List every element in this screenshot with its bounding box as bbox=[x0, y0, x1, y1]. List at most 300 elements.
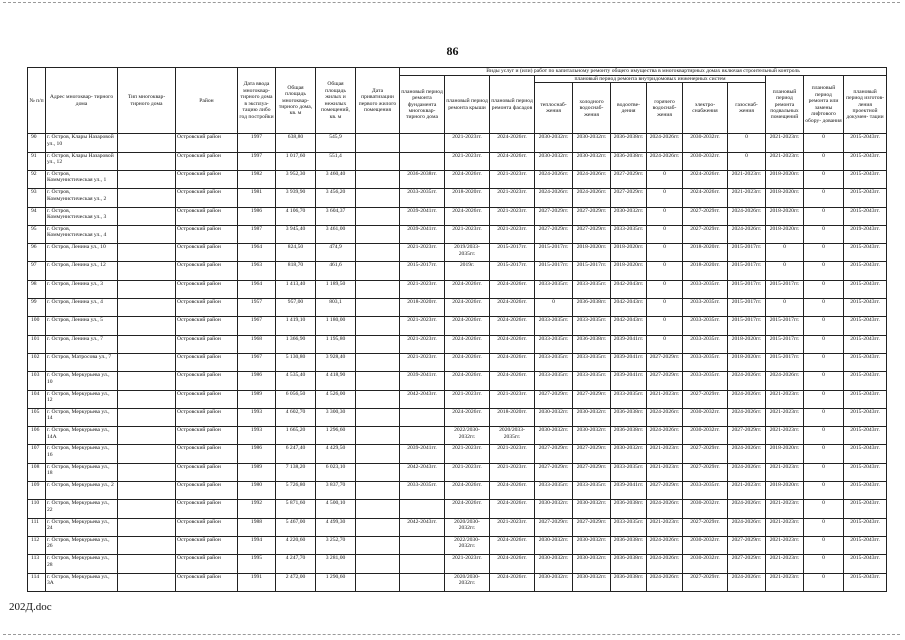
cell-hot-water: 2021-2023гг. bbox=[647, 518, 683, 536]
header-privatization: Дата приватизации первого жилого помещения bbox=[356, 68, 400, 134]
cell-basement: 0 bbox=[766, 299, 804, 317]
cell-total-area: 1 419,10 bbox=[276, 317, 316, 335]
cell-electric: 2033-2035гг. bbox=[683, 299, 728, 317]
cell-facade: 2020/2033-2035гг. bbox=[490, 427, 535, 445]
cell-basement: 0 bbox=[766, 244, 804, 262]
cell-hot-water: 2024-2026гг. bbox=[647, 573, 683, 591]
cell-privatization bbox=[356, 299, 400, 317]
cell-elevator: 0 bbox=[804, 152, 844, 170]
cell-sewer: 2036-2038гг. bbox=[611, 573, 647, 591]
cell-elevator: 0 bbox=[804, 408, 844, 426]
cell-type bbox=[118, 518, 176, 536]
header-hot-water: горячего водоснаб- жения bbox=[647, 83, 683, 134]
cell-roof: 2024-2026гг. bbox=[445, 500, 490, 518]
cell-facade: 2024-2026гг. bbox=[490, 555, 535, 573]
cell-address: г. Остров, Меркурьева ул., 28 bbox=[46, 555, 118, 573]
cell-total-area: 7 138,20 bbox=[276, 463, 316, 481]
cell-cold-water: 2024-2026гг. bbox=[573, 189, 611, 207]
cell-basement: 2015-2017гг. bbox=[766, 317, 804, 335]
cell-roof: 2021-2023гг. bbox=[445, 555, 490, 573]
cell-basement: 2018-2020гг. bbox=[766, 482, 804, 500]
cell-district: Островский район bbox=[176, 463, 238, 481]
cell-cold-water: 2027-2029гг. bbox=[573, 225, 611, 243]
header-cold-water: холодного водоснаб- жения bbox=[573, 83, 611, 134]
cell-docs: 2015-2043гг. bbox=[844, 207, 887, 225]
cell-electric: 2027-2029гг. bbox=[683, 518, 728, 536]
cell-year: 1997 bbox=[238, 134, 276, 152]
cell-docs: 2015-2043гг. bbox=[844, 280, 887, 298]
cell-foundation bbox=[400, 152, 445, 170]
cell-num: 96 bbox=[28, 244, 46, 262]
table-row bbox=[28, 427, 887, 445]
footer-filename: 202Д.doc bbox=[9, 601, 52, 613]
header-gas: газоснаб- жения bbox=[728, 83, 766, 134]
cell-privatization bbox=[356, 335, 400, 353]
cell-total-area: 5 130,80 bbox=[276, 353, 316, 371]
table-row bbox=[28, 171, 887, 189]
cell-privatization bbox=[356, 573, 400, 591]
cell-address: г. Остров, Матросова ул., 7 bbox=[46, 353, 118, 371]
cell-type bbox=[118, 317, 176, 335]
cell-privatization bbox=[356, 353, 400, 371]
cell-year: 1964 bbox=[238, 244, 276, 262]
cell-num: 114 bbox=[28, 573, 46, 591]
cell-living-area: 3 281,00 bbox=[316, 555, 356, 573]
cell-electric: 2033-2035гг. bbox=[683, 482, 728, 500]
table-row bbox=[28, 335, 887, 353]
cell-hot-water: 2024-2026гг. bbox=[647, 555, 683, 573]
cell-district: Островский район bbox=[176, 171, 238, 189]
cell-address: г. Остров, Коммунистическая ул., 4 bbox=[46, 225, 118, 243]
cell-sewer: 2036-2038гг. bbox=[611, 536, 647, 554]
cell-gas: 2024-2026гг. bbox=[728, 463, 766, 481]
cell-address: г. Остров, Меркурьева ул., 10 bbox=[46, 372, 118, 390]
cell-elevator: 0 bbox=[804, 463, 844, 481]
cell-docs: 2015-2043гг. bbox=[844, 500, 887, 518]
cell-gas: 2021-2023гг. bbox=[728, 189, 766, 207]
cell-heating: 2030-2032гг. bbox=[535, 152, 573, 170]
cell-heating: 2030-2032гг. bbox=[535, 427, 573, 445]
cell-gas: 2015-2017гг. bbox=[728, 244, 766, 262]
cell-sewer: 2036-2038гг. bbox=[611, 152, 647, 170]
cell-heating: 2027-2029гг. bbox=[535, 390, 573, 408]
cell-year: 1986 bbox=[238, 207, 276, 225]
cell-basement: 2018-2020гг. bbox=[766, 171, 804, 189]
cell-privatization bbox=[356, 555, 400, 573]
cell-cold-water: 2027-2029гг. bbox=[573, 463, 611, 481]
cell-electric: 2030-2032гг. bbox=[683, 152, 728, 170]
cell-address: г. Остров, Ленина ул., 7 bbox=[46, 335, 118, 353]
cell-gas: 2024-2026гг. bbox=[728, 518, 766, 536]
cell-heating: 2024-2026гг. bbox=[535, 171, 573, 189]
cell-hot-water: 0 bbox=[647, 225, 683, 243]
cell-total-area: 1 366,90 bbox=[276, 335, 316, 353]
cell-sewer: 2036-2038гг. bbox=[611, 555, 647, 573]
cell-basement: 2021-2023гг. bbox=[766, 536, 804, 554]
cell-living-area: 3 460,40 bbox=[316, 171, 356, 189]
header-living-area: Общая площадь жилых и нежилых помещений, кв. м bbox=[316, 68, 356, 134]
cell-docs: 2015-2043гг. bbox=[844, 171, 887, 189]
header-basement: плановый период ремонта подвальных помещений bbox=[766, 76, 804, 134]
header-facade: плановый период ремонта фасадов bbox=[490, 76, 535, 134]
cell-elevator: 0 bbox=[804, 299, 844, 317]
cell-foundation: 2021-2023гг. bbox=[400, 335, 445, 353]
cell-num: 90 bbox=[28, 134, 46, 152]
cell-basement: 2015-2017гг. bbox=[766, 353, 804, 371]
cell-address: г. Остров, Меркурьева ул., 18 bbox=[46, 463, 118, 481]
cell-address: г. Остров, Меркурьева ул., 16 bbox=[46, 445, 118, 463]
cell-heating: 2027-2029гг. bbox=[535, 463, 573, 481]
cell-heating: 2030-2032гг. bbox=[535, 134, 573, 152]
cell-heating: 2033-2035гг. bbox=[535, 317, 573, 335]
cell-total-area: 4 247,70 bbox=[276, 555, 316, 573]
cell-num: 110 bbox=[28, 500, 46, 518]
cell-total-area: 1 017,60 bbox=[276, 152, 316, 170]
cell-year: 1988 bbox=[238, 518, 276, 536]
cell-docs: 2015-2043гг. bbox=[844, 536, 887, 554]
cell-hot-water: 2021-2023гг. bbox=[647, 445, 683, 463]
cell-hot-water: 2021-2023гг. bbox=[647, 463, 683, 481]
cell-sewer: 2033-2035гг. bbox=[611, 390, 647, 408]
cell-elevator: 0 bbox=[804, 518, 844, 536]
cell-heating: 2027-2029гг. bbox=[535, 207, 573, 225]
header-num: № п/п bbox=[28, 68, 46, 134]
cell-living-area: 474,9 bbox=[316, 244, 356, 262]
cell-electric: 2027-2029гг. bbox=[683, 390, 728, 408]
cell-living-area: 3 252,70 bbox=[316, 536, 356, 554]
cell-foundation: 2021-2023гг. bbox=[400, 244, 445, 262]
cell-roof: 2024-2026гг. bbox=[445, 408, 490, 426]
cell-facade: 2024-2026гг. bbox=[490, 353, 535, 371]
cell-sewer: 2033-2035гг. bbox=[611, 225, 647, 243]
cell-basement: 2021-2023гг. bbox=[766, 500, 804, 518]
cell-facade: 2024-2026гг. bbox=[490, 573, 535, 591]
cell-cold-water: 2030-2032гг. bbox=[573, 152, 611, 170]
cell-heating: 2030-2032гг. bbox=[535, 500, 573, 518]
cell-address: г. Остров, Клары Назаровой ул., 10 bbox=[46, 134, 118, 152]
cell-gas: 2024-2026гг. bbox=[728, 225, 766, 243]
cell-living-area: 3 456,20 bbox=[316, 189, 356, 207]
cell-total-area: 638,80 bbox=[276, 134, 316, 152]
cell-num: 109 bbox=[28, 482, 46, 500]
cell-living-area: 4 418,90 bbox=[316, 372, 356, 390]
cell-gas: 2024-2026гг. bbox=[728, 408, 766, 426]
cell-cold-water: 2018-2020гг. bbox=[573, 244, 611, 262]
cell-roof: 2020/2030-2032гг. bbox=[445, 573, 490, 591]
cell-elevator: 0 bbox=[804, 244, 844, 262]
cell-sewer: 2042-2043гг. bbox=[611, 280, 647, 298]
cell-cold-water: 2036-2038гг. bbox=[573, 299, 611, 317]
cell-total-area: 957,00 bbox=[276, 299, 316, 317]
table-row bbox=[28, 280, 887, 298]
cell-facade: 2024-2026гг. bbox=[490, 280, 535, 298]
cell-year: 1989 bbox=[238, 390, 276, 408]
cell-foundation bbox=[400, 555, 445, 573]
cell-facade: 2024-2026гг. bbox=[490, 482, 535, 500]
cell-roof: 2024-2026гг. bbox=[445, 299, 490, 317]
cell-basement: 2018-2020гг. bbox=[766, 225, 804, 243]
cell-foundation: 2042-2043гг. bbox=[400, 390, 445, 408]
cell-facade: 2024-2026гг. bbox=[490, 500, 535, 518]
cell-foundation: 2015-2017гг. bbox=[400, 262, 445, 280]
cell-privatization bbox=[356, 372, 400, 390]
cell-foundation: 2039-2041гг. bbox=[400, 225, 445, 243]
cell-hot-water: 0 bbox=[647, 189, 683, 207]
cell-address: г. Остров, Ленина ул., 5 bbox=[46, 317, 118, 335]
cell-sewer: 2039-2041гг. bbox=[611, 335, 647, 353]
cell-cold-water: 2033-2035гг. bbox=[573, 482, 611, 500]
cell-cold-water: 2030-2032гг. bbox=[573, 500, 611, 518]
cell-privatization bbox=[356, 482, 400, 500]
cell-heating: 2030-2032гг. bbox=[535, 408, 573, 426]
cell-privatization bbox=[356, 171, 400, 189]
cell-facade: 2024-2026гг. bbox=[490, 317, 535, 335]
header-total-area: Общая площадь многоквар- тирного дома, кв. м bbox=[276, 68, 316, 134]
table-row bbox=[28, 536, 887, 554]
cell-electric: 2030-2032гг. bbox=[683, 427, 728, 445]
cell-roof: 2024-2026гг. bbox=[445, 317, 490, 335]
cell-electric: 2027-2029гг. bbox=[683, 445, 728, 463]
cell-sewer: 2039-2041гг. bbox=[611, 353, 647, 371]
cell-basement: 2021-2023гг. bbox=[766, 408, 804, 426]
cell-privatization bbox=[356, 408, 400, 426]
cell-roof: 2024-2026гг. bbox=[445, 207, 490, 225]
cell-sewer: 2027-2029гг. bbox=[611, 189, 647, 207]
table-row bbox=[28, 482, 887, 500]
cell-sewer: 2039-2041гг. bbox=[611, 372, 647, 390]
cell-elevator: 0 bbox=[804, 372, 844, 390]
header-docs: плановый период изготов- ления проектной докумен- тации bbox=[844, 76, 887, 134]
cell-num: 91 bbox=[28, 152, 46, 170]
cell-type bbox=[118, 555, 176, 573]
cell-facade: 2021-2023гг. bbox=[490, 390, 535, 408]
cell-cold-water: 2030-2032гг. bbox=[573, 408, 611, 426]
cell-roof: 2024-2026гг. bbox=[445, 335, 490, 353]
cell-year: 1994 bbox=[238, 536, 276, 554]
cell-year: 1967 bbox=[238, 317, 276, 335]
cell-docs: 2019-2043гг. bbox=[844, 225, 887, 243]
cell-year: 1963 bbox=[238, 262, 276, 280]
cell-heating: 2015-2017гг. bbox=[535, 262, 573, 280]
cell-num: 104 bbox=[28, 390, 46, 408]
cell-total-area: 5 726,80 bbox=[276, 482, 316, 500]
cell-address: г. Остров, Меркурьева ул., 12 bbox=[46, 390, 118, 408]
cell-district: Островский район bbox=[176, 152, 238, 170]
cell-heating: 2015-2017гг. bbox=[535, 244, 573, 262]
cell-foundation bbox=[400, 500, 445, 518]
cell-basement: 2021-2023гг. bbox=[766, 463, 804, 481]
cell-type bbox=[118, 225, 176, 243]
cell-foundation: 2036-2038гг. bbox=[400, 171, 445, 189]
cell-foundation bbox=[400, 536, 445, 554]
cell-elevator: 0 bbox=[804, 500, 844, 518]
cell-gas: 0 bbox=[728, 152, 766, 170]
cell-elevator: 0 bbox=[804, 189, 844, 207]
cell-address: г. Остров, Меркурьева ул., 3А bbox=[46, 573, 118, 591]
cell-num: 103 bbox=[28, 372, 46, 390]
repair-schedule-table bbox=[27, 67, 887, 592]
cell-heating: 2033-2035гг. bbox=[535, 335, 573, 353]
cell-privatization bbox=[356, 390, 400, 408]
cell-type bbox=[118, 299, 176, 317]
cell-address: г. Остров, Меркурьева ул., 14А bbox=[46, 427, 118, 445]
cell-cold-water: 2033-2035гг. bbox=[573, 353, 611, 371]
cell-total-area: 1 665,20 bbox=[276, 427, 316, 445]
cell-num: 105 bbox=[28, 408, 46, 426]
cell-num: 98 bbox=[28, 280, 46, 298]
cell-facade: 2021-2023гг. bbox=[490, 463, 535, 481]
cell-privatization bbox=[356, 134, 400, 152]
cell-roof: 2024-2026гг. bbox=[445, 372, 490, 390]
cell-docs: 2015-2043гг. bbox=[844, 573, 887, 591]
cell-elevator: 0 bbox=[804, 536, 844, 554]
cell-docs: 2015-2043гг. bbox=[844, 335, 887, 353]
cell-type bbox=[118, 189, 176, 207]
cell-year: 1986 bbox=[238, 445, 276, 463]
cell-electric: 2024-2026гг. bbox=[683, 171, 728, 189]
cell-district: Островский район bbox=[176, 408, 238, 426]
cell-district: Островский район bbox=[176, 280, 238, 298]
cell-total-area: 6 056,50 bbox=[276, 390, 316, 408]
cell-num: 99 bbox=[28, 299, 46, 317]
cell-gas: 2024-2026гг. bbox=[728, 500, 766, 518]
cell-sewer: 2033-2035гг. bbox=[611, 518, 647, 536]
cell-elevator: 0 bbox=[804, 280, 844, 298]
cell-heating: 2027-2029гг. bbox=[535, 518, 573, 536]
cell-cold-water: 2030-2032гг. bbox=[573, 427, 611, 445]
cell-facade: 2021-2023гг. bbox=[490, 518, 535, 536]
cell-gas: 2015-2017гг. bbox=[728, 280, 766, 298]
cell-year: 1993 bbox=[238, 408, 276, 426]
cell-privatization bbox=[356, 500, 400, 518]
cell-cold-water: 2027-2029гг. bbox=[573, 445, 611, 463]
cell-electric: 2027-2029гг. bbox=[683, 573, 728, 591]
cell-num: 94 bbox=[28, 207, 46, 225]
cell-elevator: 0 bbox=[804, 353, 844, 371]
cell-year: 1967 bbox=[238, 353, 276, 371]
cell-facade: 2021-2023гг. bbox=[490, 171, 535, 189]
cell-hot-water: 0 bbox=[647, 262, 683, 280]
cell-type bbox=[118, 573, 176, 591]
cell-year: 1964 bbox=[238, 280, 276, 298]
cell-total-area: 818,70 bbox=[276, 262, 316, 280]
cell-foundation: 2033-2035гг. bbox=[400, 189, 445, 207]
cell-roof: 2022/2030-2032гг. bbox=[445, 427, 490, 445]
cell-elevator: 0 bbox=[804, 225, 844, 243]
cell-sewer: 2036-2038гг. bbox=[611, 408, 647, 426]
cell-heating: 2033-2035гг. bbox=[535, 372, 573, 390]
cell-hot-water: 0 bbox=[647, 317, 683, 335]
cell-year: 1992 bbox=[238, 500, 276, 518]
cell-elevator: 0 bbox=[804, 134, 844, 152]
cell-year: 1993 bbox=[238, 427, 276, 445]
cell-elevator: 0 bbox=[804, 482, 844, 500]
cell-roof: 2024-2026гг. bbox=[445, 171, 490, 189]
cell-living-area: 4 500,10 bbox=[316, 500, 356, 518]
cell-docs: 2015-2043гг. bbox=[844, 482, 887, 500]
cell-living-area: 1 180,00 bbox=[316, 317, 356, 335]
cell-year: 1957 bbox=[238, 299, 276, 317]
cell-num: 100 bbox=[28, 317, 46, 335]
cell-elevator: 0 bbox=[804, 317, 844, 335]
cell-roof: 2024-2026гг. bbox=[445, 280, 490, 298]
cell-heating: 2033-2035гг. bbox=[535, 280, 573, 298]
cell-docs: 2015-2043гг. bbox=[844, 152, 887, 170]
cell-docs: 2015-2043гг. bbox=[844, 299, 887, 317]
cell-basement: 2024-2026гг. bbox=[766, 372, 804, 390]
cell-privatization bbox=[356, 317, 400, 335]
cell-cold-water: 2030-2032гг. bbox=[573, 134, 611, 152]
cell-type bbox=[118, 244, 176, 262]
cell-living-area: 461,6 bbox=[316, 262, 356, 280]
cell-basement: 2021-2023гг. bbox=[766, 573, 804, 591]
cell-roof: 2019/2033-2035гг. bbox=[445, 244, 490, 262]
table-row bbox=[28, 299, 887, 317]
table-row bbox=[28, 152, 887, 170]
cell-address: г. Остров, Коммунистическая ул., 2 bbox=[46, 189, 118, 207]
cell-heating: 2030-2032гг. bbox=[535, 555, 573, 573]
cell-elevator: 0 bbox=[804, 335, 844, 353]
cell-district: Островский район bbox=[176, 573, 238, 591]
cell-num: 101 bbox=[28, 335, 46, 353]
cell-docs: 2015-2043гг. bbox=[844, 317, 887, 335]
cell-roof: 2021-2023гг. bbox=[445, 134, 490, 152]
cell-foundation: 2042-2043гг. bbox=[400, 463, 445, 481]
cell-foundation: 2039-2041гг. bbox=[400, 445, 445, 463]
cell-address: г. Остров, Ленина ул., 3 bbox=[46, 280, 118, 298]
cell-district: Островский район bbox=[176, 518, 238, 536]
cell-cold-water: 2033-2035гг. bbox=[573, 317, 611, 335]
cell-type bbox=[118, 262, 176, 280]
cell-electric: 2033-2035гг. bbox=[683, 280, 728, 298]
cell-foundation bbox=[400, 408, 445, 426]
cell-living-area: 3 837,70 bbox=[316, 482, 356, 500]
cell-sewer: 2030-2032гг. bbox=[611, 207, 647, 225]
cell-sewer: 2042-2043гг. bbox=[611, 317, 647, 335]
cell-year: 1987 bbox=[238, 225, 276, 243]
cell-type bbox=[118, 171, 176, 189]
cell-type bbox=[118, 536, 176, 554]
cell-address: г. Остров, Меркурьева ул., 2 bbox=[46, 482, 118, 500]
cell-basement: 2018-2020гг. bbox=[766, 189, 804, 207]
cell-basement: 2018-2020гг. bbox=[766, 445, 804, 463]
cell-privatization bbox=[356, 427, 400, 445]
cell-electric: 2033-2035гг. bbox=[683, 372, 728, 390]
cell-heating: 2033-2035гг. bbox=[535, 353, 573, 371]
cell-electric: 2024-2026гг. bbox=[683, 189, 728, 207]
cell-gas: 2021-2023гг. bbox=[728, 482, 766, 500]
cell-sewer: 2018-2020гг. bbox=[611, 262, 647, 280]
cell-roof: 2021-2023гг. bbox=[445, 225, 490, 243]
cell-num: 102 bbox=[28, 353, 46, 371]
cell-address: г. Остров, Меркурьева ул., 14 bbox=[46, 408, 118, 426]
cell-type bbox=[118, 482, 176, 500]
cell-sewer: 2027-2029гг. bbox=[611, 171, 647, 189]
cell-type bbox=[118, 134, 176, 152]
cell-heating: 2030-2032гг. bbox=[535, 536, 573, 554]
cell-elevator: 0 bbox=[804, 427, 844, 445]
cell-electric: 2030-2032гг. bbox=[683, 536, 728, 554]
cell-address: г. Остров, Коммунистическая ул., 1 bbox=[46, 171, 118, 189]
header-district: Район bbox=[176, 68, 238, 134]
cell-docs: 2015-2043гг. bbox=[844, 463, 887, 481]
cell-district: Островский район bbox=[176, 134, 238, 152]
cell-type bbox=[118, 390, 176, 408]
cell-living-area: 803,1 bbox=[316, 299, 356, 317]
header-electric: электро- снабжения bbox=[683, 83, 728, 134]
table-row bbox=[28, 134, 887, 152]
cell-basement: 2021-2023гг. bbox=[766, 518, 804, 536]
